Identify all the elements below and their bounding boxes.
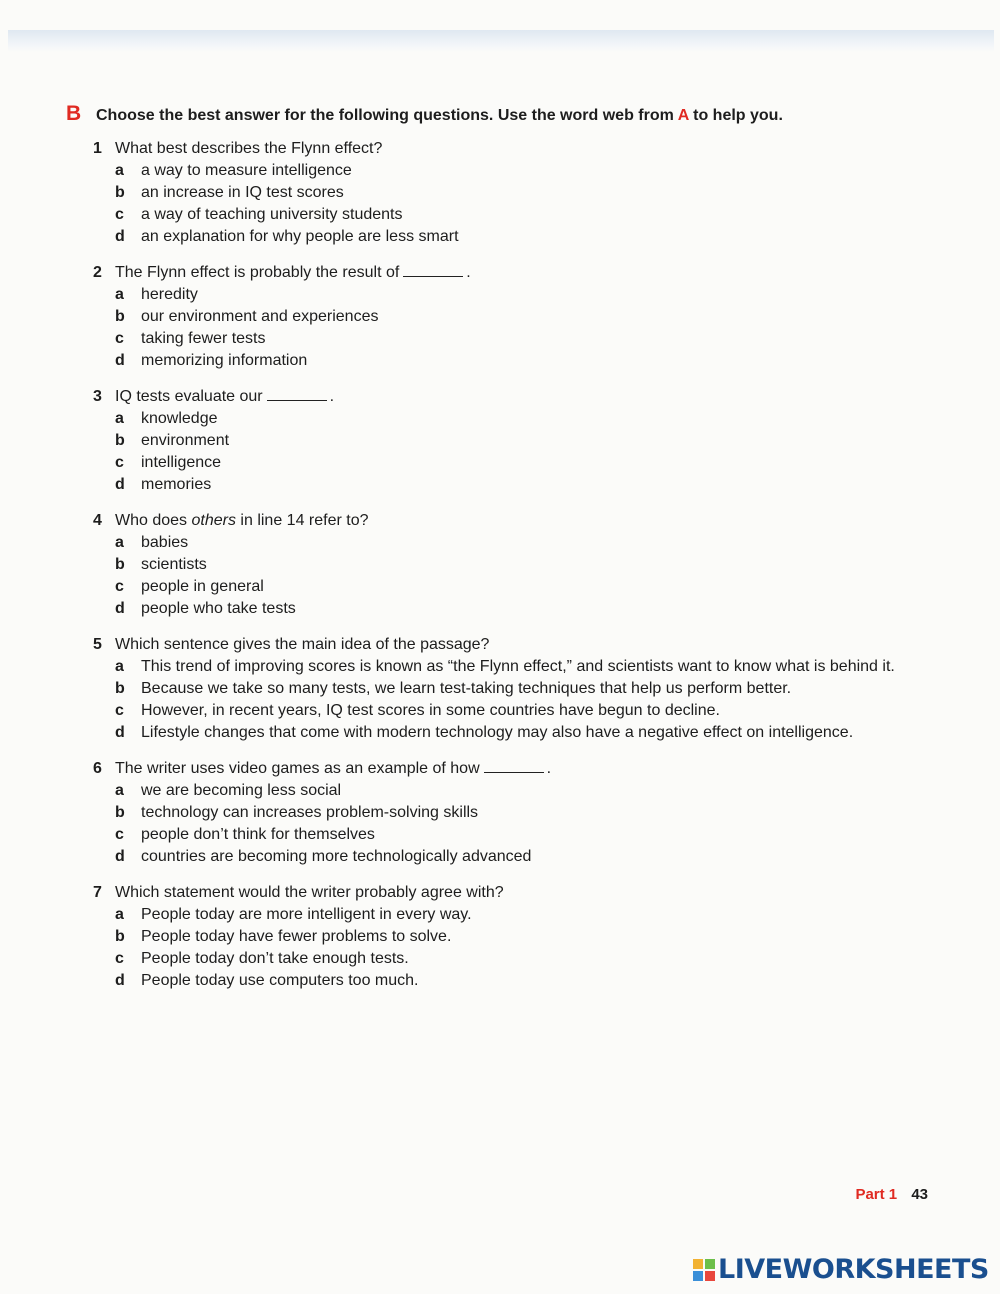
section-instruction (96, 107, 783, 125)
question-prompt-line (93, 138, 973, 160)
answer-option-b[interactable] (93, 306, 973, 328)
option-letter: a (115, 782, 124, 799)
option-text: an explanation for why people are less smart (141, 228, 459, 245)
option-letter: b (115, 556, 125, 573)
page-number: 43 (911, 1186, 928, 1203)
logo-square (705, 1271, 715, 1281)
option-letter: a (115, 410, 124, 427)
option-text: This trend of improving scores is known as “the Flynn effect,” and scientists want to know what is behind it. (141, 658, 895, 675)
question-prompt-line (93, 510, 973, 532)
answer-option-a[interactable] (93, 160, 973, 182)
option-text: babies (141, 534, 189, 551)
question-prompt: Which statement would the writer probably agree with? (115, 884, 504, 901)
logo-square (693, 1259, 703, 1269)
answer-option-a[interactable] (93, 408, 973, 430)
instruction-text: Choose the best answer for the following questions. Use the word web from (96, 107, 674, 124)
answer-option-c[interactable] (93, 328, 973, 350)
option-letter: d (115, 848, 125, 865)
question-number: 6 (93, 760, 102, 777)
option-letter: c (115, 206, 124, 223)
brand-name: LIVEWORKSHEETS (718, 1254, 989, 1285)
instruction-reference: A (677, 107, 689, 124)
liveworksheets-logo-icon (693, 1259, 715, 1281)
logo-square (693, 1271, 703, 1281)
option-letter: c (115, 826, 124, 843)
question-prompt-line (93, 386, 973, 408)
option-text: People today don’t take enough tests. (141, 950, 409, 967)
option-letter: c (115, 702, 124, 719)
answer-option-c[interactable] (93, 452, 973, 474)
answer-option-a[interactable] (93, 904, 973, 926)
question-prompt-italic: others (191, 512, 236, 529)
option-text: people who take tests (141, 600, 296, 617)
option-text: people don’t think for themselves (141, 826, 375, 843)
option-text: knowledge (141, 410, 218, 427)
option-letter: c (115, 330, 124, 347)
question-1 (93, 138, 973, 248)
question-number: 7 (93, 884, 102, 901)
question-3 (93, 386, 973, 496)
option-text: we are becoming less social (141, 782, 342, 799)
option-text: memories (141, 476, 212, 493)
question-prompt-line (93, 634, 973, 656)
answer-option-d[interactable] (93, 598, 973, 620)
option-text: scientists (141, 556, 207, 573)
option-text: taking fewer tests (141, 330, 266, 347)
option-letter: a (115, 286, 124, 303)
instruction-text-end: to help you. (693, 107, 783, 124)
option-text: a way of teaching university students (141, 206, 403, 223)
question-number: 3 (93, 388, 102, 405)
question-number: 2 (93, 264, 102, 281)
option-letter: d (115, 724, 125, 741)
question-prompt: Which sentence gives the main idea of the passage? (115, 636, 490, 653)
option-text: heredity (141, 286, 198, 303)
answer-option-c[interactable] (93, 700, 973, 722)
question-number: 5 (93, 636, 102, 653)
option-letter: a (115, 162, 124, 179)
answer-option-d[interactable] (93, 226, 973, 248)
question-prompt-end: in line 14 refer to? (240, 512, 369, 529)
answer-option-d[interactable] (93, 350, 973, 372)
question-prompt-line (93, 262, 973, 284)
question-4 (93, 510, 973, 620)
answer-option-c[interactable] (93, 824, 973, 846)
option-text: environment (141, 432, 230, 449)
answer-option-b[interactable] (93, 430, 973, 452)
option-letter: a (115, 906, 124, 923)
answer-option-c[interactable] (93, 576, 973, 598)
option-text: Because we take so many tests, we learn test-taking techniques that help us perform better. (141, 680, 792, 697)
answer-option-d[interactable] (93, 722, 973, 744)
option-letter: a (115, 534, 124, 551)
option-text: People today have fewer problems to solve. (141, 928, 452, 945)
question-7 (93, 882, 973, 992)
option-text: a way to measure intelligence (141, 162, 352, 179)
question-text (115, 758, 551, 780)
answer-option-b[interactable] (93, 678, 973, 700)
question-prompt-end: . (329, 388, 335, 405)
question-prompt-end: . (546, 760, 552, 777)
option-text: People today use computers too much. (141, 972, 419, 989)
question-5 (93, 634, 973, 744)
question-number: 1 (93, 140, 102, 157)
answer-option-b[interactable] (93, 802, 973, 824)
answer-option-a[interactable] (93, 532, 973, 554)
question-text (115, 882, 504, 904)
answer-option-b[interactable] (93, 926, 973, 948)
answer-option-c[interactable] (93, 948, 973, 970)
logo-square (705, 1259, 715, 1269)
question-text (115, 262, 471, 284)
question-prompt: What best describes the Flynn effect? (115, 140, 383, 157)
option-letter: b (115, 804, 125, 821)
question-prompt-line (93, 758, 973, 780)
answer-option-a[interactable] (93, 780, 973, 802)
option-text: countries are becoming more technologically advanced (141, 848, 532, 865)
answer-option-c[interactable] (93, 204, 973, 226)
answer-blank (484, 759, 544, 773)
question-2 (93, 262, 973, 372)
option-text: However, in recent years, IQ test scores in some countries have begun to decline. (141, 702, 720, 719)
answer-option-d[interactable] (93, 970, 973, 992)
question-prompt: The writer uses video games as an example of how (115, 760, 480, 777)
option-letter: b (115, 432, 125, 449)
option-text: People today are more intelligent in every way. (141, 906, 472, 923)
answer-option-a[interactable] (93, 284, 973, 306)
option-letter: d (115, 600, 125, 617)
question-prompt-line (93, 882, 973, 904)
option-letter: d (115, 972, 125, 989)
question-prompt-end: . (466, 264, 471, 281)
question-prompt: IQ tests evaluate our (115, 388, 263, 405)
question-number: 4 (93, 512, 102, 529)
answer-option-d[interactable] (93, 474, 973, 496)
option-letter: d (115, 476, 125, 493)
option-text: technology can increases problem-solving skills (141, 804, 479, 821)
question-prompt: The Flynn effect is probably the result of (115, 264, 400, 281)
question-text (115, 386, 334, 408)
question-text (115, 510, 369, 532)
liveworksheets-brand[interactable] (693, 1254, 989, 1285)
answer-blank (403, 263, 463, 277)
question-prompt: Who does (115, 512, 188, 529)
option-text: Lifestyle changes that come with modern technology may also have a negative effect on intelligence. (141, 724, 854, 741)
answer-option-a[interactable] (93, 656, 973, 678)
option-letter: b (115, 680, 125, 697)
option-letter: c (115, 950, 124, 967)
option-text: people in general (141, 578, 264, 595)
section-letter: B (66, 102, 82, 125)
option-letter: c (115, 578, 124, 595)
option-letter: b (115, 308, 125, 325)
answer-option-b[interactable] (93, 182, 973, 204)
question-text (115, 138, 382, 160)
option-text: intelligence (141, 454, 222, 471)
option-text: our environment and experiences (141, 308, 379, 325)
page-footer (855, 1186, 928, 1203)
question-6 (93, 758, 973, 868)
answer-option-d[interactable] (93, 846, 973, 868)
question-text (115, 634, 489, 656)
option-letter: a (115, 658, 124, 675)
part-label: Part 1 (855, 1186, 898, 1203)
option-letter: d (115, 228, 125, 245)
option-letter: d (115, 352, 125, 369)
option-letter: c (115, 454, 124, 471)
option-letter: b (115, 928, 125, 945)
option-text: an increase in IQ test scores (141, 184, 344, 201)
top-scan-band (8, 30, 994, 52)
question-list (93, 138, 973, 1006)
option-letter: b (115, 184, 125, 201)
option-text: memorizing information (141, 352, 308, 369)
answer-option-b[interactable] (93, 554, 973, 576)
answer-blank (267, 387, 327, 401)
